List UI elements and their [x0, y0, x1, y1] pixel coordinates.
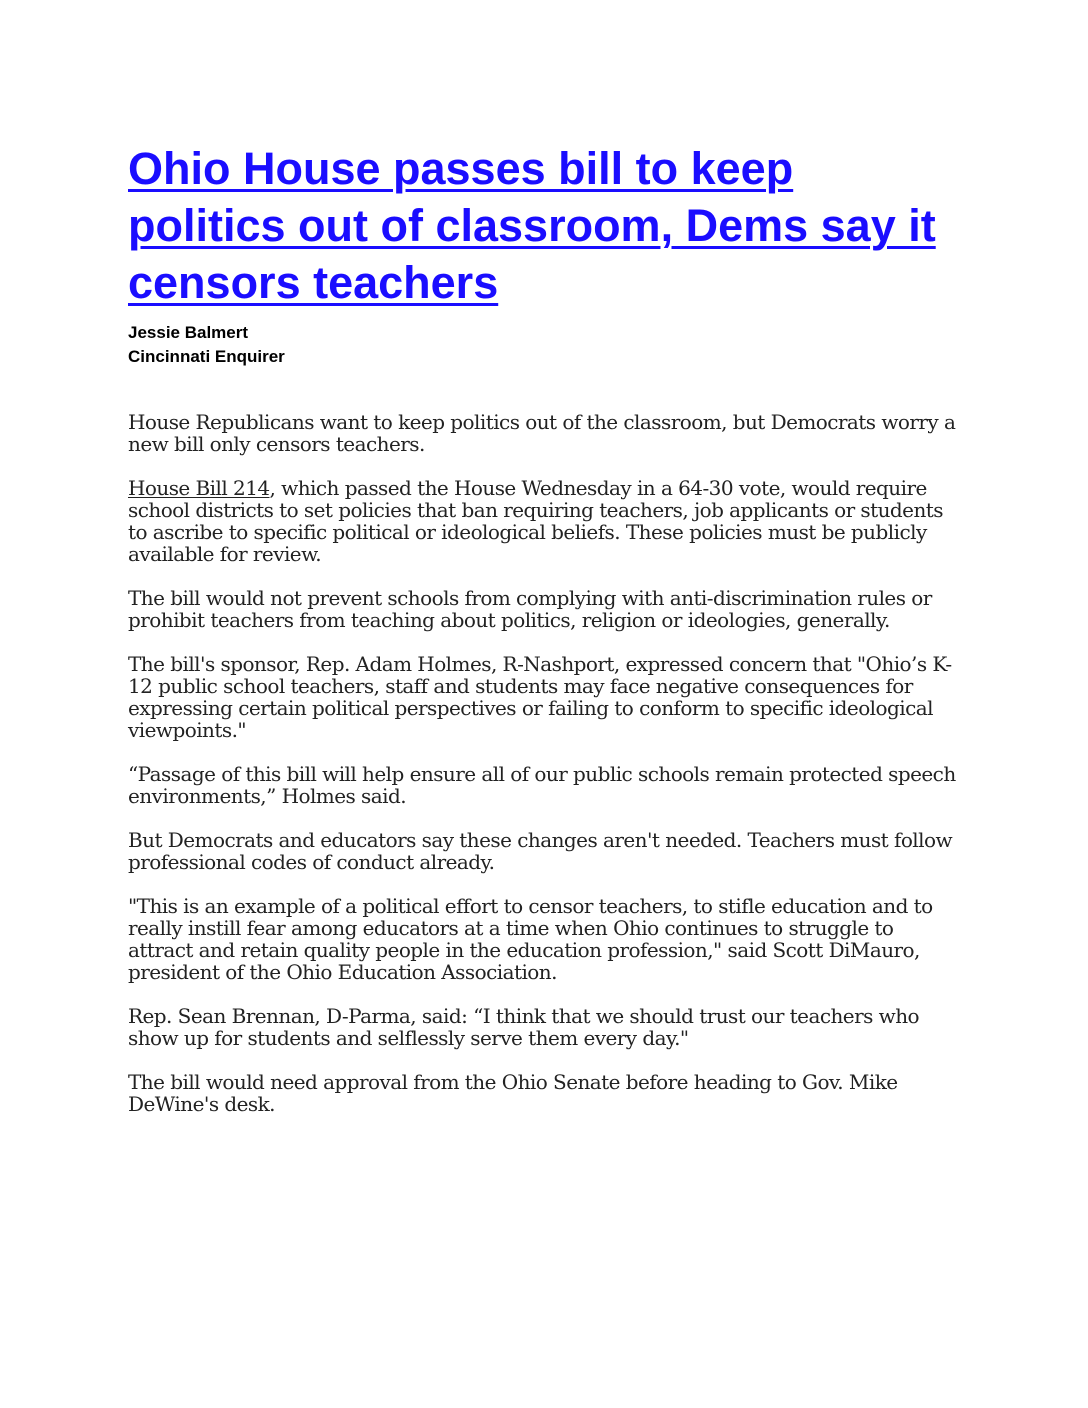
paragraph-9: The bill would need approval from the Ohio Senate before heading to Gov. Mike DeWine's desk.: [128, 1070, 898, 1116]
paragraph-3: The bill would not prevent schools from complying with anti-discrimination rules or prohibit teachers from teaching about politics, religion or ideologies, generally.: [128, 586, 932, 632]
article-body: [128, 411, 958, 1115]
paragraph-2: [128, 477, 958, 565]
house-bill-214-link[interactable]: House Bill 214: [128, 476, 270, 500]
paragraph-2-text: , which passed the House Wednesday in a 64-30 vote, would require school districts to set policies that ban requiring teachers, job applicants or students to ascribe to specific political or ideological beliefs. These policies must be publicly available for review.: [128, 476, 943, 566]
paragraph-4: The bill's sponsor, Rep. Adam Holmes, R-Nashport, expressed concern that "Ohio’s K-12 public school teachers, staff and students may face negative consequences for expressing certain political perspectives or failing to conform to specific ideological viewpoints.": [128, 652, 952, 742]
article-page: [128, 140, 958, 1137]
publication-name: Cincinnati Enquirer: [128, 347, 285, 366]
author-name: Jessie Balmert: [128, 323, 249, 342]
paragraph-5: “Passage of this bill will help ensure all of our public schools remain protected speech environments,” Holmes said.: [128, 762, 956, 808]
paragraph-6: But Democrats and educators say these changes aren't needed. Teachers must follow professional codes of conduct already.: [128, 828, 953, 874]
paragraph-7: "This is an example of a political effort to censor teachers, to stifle education and to really instill fear among educators at a time when Ohio continues to struggle to attract and retain quality people in the education profession," said Scott DiMauro, president of the Ohio Education Association.: [128, 894, 933, 984]
byline: [128, 321, 958, 369]
headline-link[interactable]: Ohio House passes bill to keep politics out of classroom, Dems say it censors teachers: [128, 143, 936, 308]
paragraph-8: Rep. Sean Brennan, D-Parma, said: “I think that we should trust our teachers who show up for students and selflessly serve them every day.": [128, 1004, 920, 1050]
paragraph-1: House Republicans want to keep politics out of the classroom, but Democrats worry a new bill only censors teachers.: [128, 410, 956, 456]
